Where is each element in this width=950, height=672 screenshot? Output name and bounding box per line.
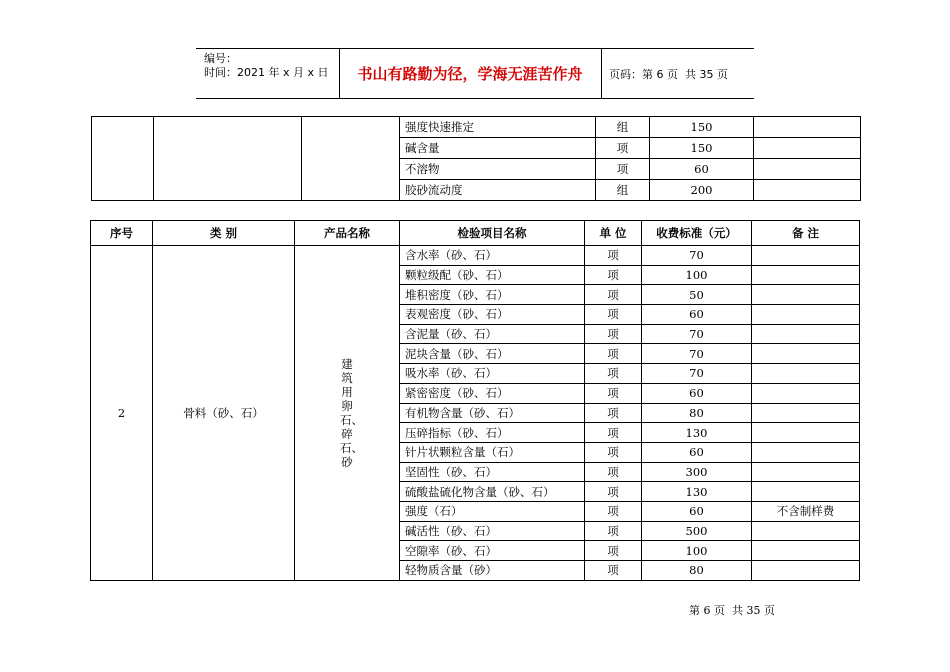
item-name-cell: 不溶物	[400, 159, 596, 180]
unit-cell: 项	[585, 561, 642, 581]
unit-cell: 项	[585, 403, 642, 423]
continuation-table	[91, 116, 861, 201]
fee-cell: 100	[642, 265, 752, 285]
seq-cell: 2	[91, 246, 153, 581]
remark-cell	[752, 383, 860, 403]
empty-product-cell	[302, 117, 400, 201]
fee-cell: 100	[642, 541, 752, 561]
fee-cell: 80	[642, 561, 752, 581]
item-name-cell: 坚固性（砂、石）	[400, 462, 585, 482]
unit-cell: 项	[585, 501, 642, 521]
product-name-cell	[295, 246, 400, 581]
remark-cell	[752, 541, 860, 561]
item-name-cell: 表观密度（砂、石）	[400, 305, 585, 325]
item-name-cell: 压碎指标（砂、石）	[400, 423, 585, 443]
fee-cell: 300	[642, 462, 752, 482]
fee-cell: 50	[642, 285, 752, 305]
document-date: 时间：2021 年 x 月 x 日	[204, 66, 329, 79]
unit-cell: 项	[585, 265, 642, 285]
remark-cell	[752, 364, 860, 384]
item-name-cell: 紧密密度（砂、石）	[400, 383, 585, 403]
remark-cell	[752, 423, 860, 443]
fee-table	[90, 220, 860, 581]
fee-cell: 70	[642, 344, 752, 364]
remark-cell	[752, 324, 860, 344]
header-motto: 书山有路勤为径，学海无涯苦作舟	[357, 65, 583, 83]
unit-cell: 项	[585, 324, 642, 344]
item-name-cell: 含水率（砂、石）	[400, 246, 585, 266]
category-cell: 骨料（砂、石）	[153, 246, 295, 581]
fee-cell: 60	[642, 501, 752, 521]
table-header-row	[91, 221, 860, 246]
item-name-cell: 碱含量	[400, 138, 596, 159]
item-name-cell: 轻物质含量（砂）	[400, 561, 585, 581]
unit-cell: 项	[585, 482, 642, 502]
item-name-cell: 强度（石）	[400, 501, 585, 521]
item-name-cell: 胶砂流动度	[400, 180, 596, 201]
fee-cell: 150	[650, 117, 754, 138]
unit-cell: 项	[585, 246, 642, 266]
unit-cell: 项	[585, 442, 642, 462]
item-name-cell: 颗粒级配（砂、石）	[400, 265, 585, 285]
remark-cell	[752, 305, 860, 325]
page-footer: 第 6 页 共 35 页	[689, 604, 775, 617]
unit-cell: 项	[585, 423, 642, 443]
remark-cell	[754, 180, 861, 201]
remark-cell: 不含制样费	[752, 501, 860, 521]
item-name-cell: 堆积密度（砂、石）	[400, 285, 585, 305]
empty-seq-cell	[92, 117, 154, 201]
unit-cell: 项	[596, 138, 650, 159]
unit-cell: 项	[585, 305, 642, 325]
document-number-label: 编号：	[204, 52, 237, 65]
unit-cell: 项	[585, 383, 642, 403]
remark-cell	[752, 521, 860, 541]
fee-cell: 70	[642, 364, 752, 384]
table-row	[91, 246, 860, 266]
remark-cell	[752, 265, 860, 285]
fee-cell: 70	[642, 324, 752, 344]
item-name-cell: 泥块含量（砂、石）	[400, 344, 585, 364]
remark-cell	[754, 138, 861, 159]
unit-cell: 项	[585, 285, 642, 305]
fee-cell: 60	[642, 442, 752, 462]
remark-cell	[752, 285, 860, 305]
remark-cell	[752, 246, 860, 266]
table-row	[92, 117, 861, 138]
remark-cell	[754, 117, 861, 138]
fee-cell: 70	[642, 246, 752, 266]
fee-cell: 80	[642, 403, 752, 423]
item-name-cell: 空隙率（砂、石）	[400, 541, 585, 561]
col-header-product: 产品名称	[295, 221, 400, 246]
unit-cell: 组	[596, 117, 650, 138]
remark-cell	[752, 442, 860, 462]
empty-category-cell	[154, 117, 302, 201]
item-name-cell: 硫酸盐硫化物含量（砂、石）	[400, 482, 585, 502]
fee-cell: 200	[650, 180, 754, 201]
col-header-seq: 序号	[91, 221, 153, 246]
col-header-fee: 收费标准（元）	[642, 221, 752, 246]
remark-cell	[752, 482, 860, 502]
remark-cell	[752, 561, 860, 581]
fee-cell: 60	[650, 159, 754, 180]
unit-cell: 项	[596, 159, 650, 180]
remark-cell	[752, 462, 860, 482]
fee-cell: 130	[642, 423, 752, 443]
remark-cell	[752, 344, 860, 364]
header-divider	[601, 49, 602, 98]
fee-cell: 500	[642, 521, 752, 541]
header-meta	[204, 52, 339, 80]
unit-cell: 项	[585, 344, 642, 364]
product-name-text: 建筑用卵石、碎石、砂	[340, 356, 363, 469]
item-name-cell: 含泥量（砂、石）	[400, 324, 585, 344]
remark-cell	[754, 159, 861, 180]
col-header-category: 类 别	[153, 221, 295, 246]
item-name-cell: 碱活性（砂、石）	[400, 521, 585, 541]
col-header-item: 检验项目名称	[400, 221, 585, 246]
unit-cell: 组	[596, 180, 650, 201]
fee-cell: 150	[650, 138, 754, 159]
unit-cell: 项	[585, 462, 642, 482]
fee-cell: 60	[642, 305, 752, 325]
fee-cell: 130	[642, 482, 752, 502]
item-name-cell: 针片状颗粒含量（石）	[400, 442, 585, 462]
header-page-info: 页码：第 6 页 共 35 页	[609, 67, 728, 81]
unit-cell: 项	[585, 541, 642, 561]
item-name-cell: 有机物含量（砂、石）	[400, 403, 585, 423]
item-name-cell: 强度快速推定	[400, 117, 596, 138]
unit-cell: 项	[585, 364, 642, 384]
fee-cell: 60	[642, 383, 752, 403]
remark-cell	[752, 403, 860, 423]
col-header-unit: 单 位	[585, 221, 642, 246]
page-header	[196, 48, 754, 99]
item-name-cell: 吸水率（砂、石）	[400, 364, 585, 384]
col-header-remark: 备 注	[752, 221, 860, 246]
unit-cell: 项	[585, 521, 642, 541]
